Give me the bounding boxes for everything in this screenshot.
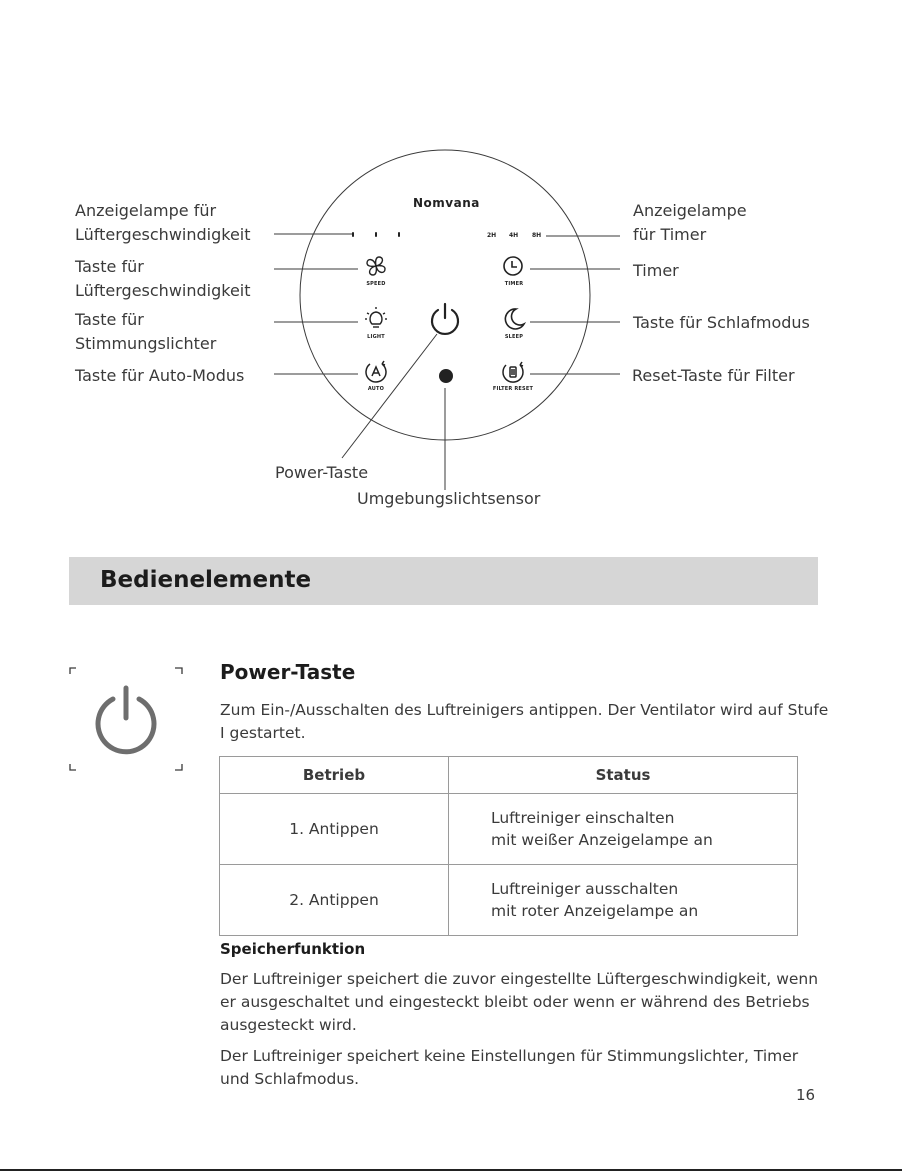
light-button-caption: LIGHT [367,334,385,340]
sleep-button-caption: SLEEP [504,334,524,340]
label-timer-indicator: Anzeigelampe für Timer [633,201,747,244]
auto-button-caption: AUTO [367,386,385,392]
label-light-button: Taste für Stimmungslichter [75,310,217,353]
table-row [220,794,798,865]
clock-icon[interactable] [504,257,522,275]
status-line: Luftreiniger einschalten [491,809,675,827]
status-line: mit roter Anzeigelampe an [491,902,699,920]
section-header [69,557,818,605]
page-number: 16 [796,1086,816,1104]
speed-button-caption: SPEED [366,281,386,287]
status-line: Luftreiniger ausschalten [491,880,679,898]
moon-icon[interactable] [505,309,524,329]
label-speed-indicator: Anzeigelampe für Lüftergeschwindigkeit [75,201,251,244]
label-ambient-sensor: Umgebungslichtsensor [357,489,541,508]
bottom-rule [0,1169,902,1171]
brand-logo: Nomvana [413,196,480,210]
label-timer-button: Timer [633,261,679,280]
filter-reset-icon[interactable] [503,362,523,382]
table-row [220,865,798,936]
timer-button-caption: TIMER [504,281,524,287]
timer-level-2h: 2H [487,232,497,239]
timer-level-4h: 4H [509,232,519,239]
speed-indicator-lights [352,232,400,237]
memory-paragraph-1: Der Luftreiniger speichert die zuvor eingestellte Lüftergeschwindigkeit, wenn er ausgeschaltet und eingesteckt bleibt oder wenn er während des Betriebs ausgesteckt wird. [220,970,819,1034]
power-status-table [219,756,798,936]
table-header-row [220,757,798,794]
light-bulb-icon[interactable] [365,307,387,327]
label-auto-button: Taste für Auto-Modus [75,366,245,385]
memory-heading: Speicherfunktion [220,940,366,958]
power-button-illustration [60,660,195,775]
power-icon-large [98,688,154,752]
table-header-operation: Betrieb [220,757,449,794]
auto-icon[interactable] [366,361,386,382]
table-cell-operation: 2. Antippen [220,865,449,936]
memory-paragraph-2: Der Luftreiniger speichert keine Einstellungen für Stimmungslichter, Timer und Schlafmodus. [220,1047,799,1088]
filter-reset-button-caption: FILTER RESET [492,386,534,392]
label-speed-button: Taste für Lüftergeschwindigkeit [75,257,251,300]
label-filter-reset-button: Reset-Taste für Filter [632,366,795,385]
label-power-button: Power-Taste [275,463,369,482]
table-cell-status [449,794,798,865]
power-heading: Power-Taste [220,660,356,684]
section-title: Bedienelemente [100,567,312,593]
table-cell-operation: 1. Antippen [220,794,449,865]
label-sleep-button: Taste für Schlafmodus [633,313,810,332]
ambient-sensor-dot [439,369,453,383]
leader-power-button [342,334,437,458]
power-description: Zum Ein-/Ausschalten des Luftreinigers antippen. Der Ventilator wird auf Stufe I gestartet. [220,701,829,742]
status-line: mit weißer Anzeigelampe an [491,831,713,849]
fan-icon[interactable] [367,257,385,275]
table-cell-status [449,865,798,936]
power-icon[interactable] [432,304,458,334]
timer-level-8h: 8H [532,232,542,239]
table-header-status: Status [449,757,798,794]
